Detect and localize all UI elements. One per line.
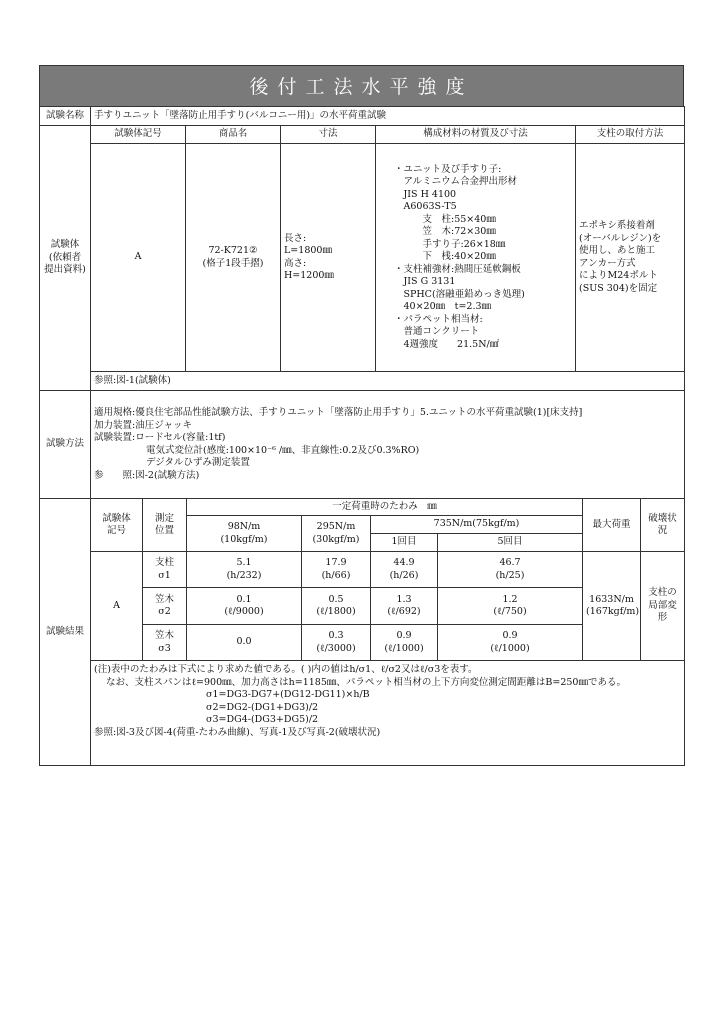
results-header-position: 測定 位置 [143, 499, 187, 552]
method-content [91, 391, 685, 499]
method-displacement-meter: 電気式変位計(感度:100×10⁻⁶ /㎜、非直線性:0.2及び0.3%RO) [146, 444, 420, 456]
results-header-symbol: 試験体 記号 [91, 499, 143, 552]
specimen-table [39, 125, 685, 391]
specimen-materials: ・ユニット及び手すり子: アルミニウム合金押出形材 JIS H 4100 A6063S-T5 支 柱:55×40㎜ 笠 木:72×30㎜ 手すり子:26×18㎜ 下 桟:40×20㎜ ・支柱補強材:熱間圧延軟鋼板 JIS G 3131 SPHC(溶融亜鉛めっき処理) 40×20㎜ t=2.3㎜ ・パラペット相当材: 普通コンクリート 4週強度 21.5N/㎟ [376, 144, 576, 372]
results-row3-first: 0.9 (ℓ/1000) [371, 625, 438, 661]
results-row1-98: 5.1 (h/232) [187, 552, 302, 588]
results-row3-fifth: 0.9 (ℓ/1000) [438, 625, 583, 661]
results-formula-2: σ2=DG2-(DG1+DG3)/2 [206, 701, 319, 713]
results-label: 試験結果 [40, 499, 91, 766]
specimen-reference: 参照:図-1(試験体) [91, 372, 685, 391]
results-symbol: A [91, 552, 143, 661]
results-fifth-cycle: 5回目 [438, 534, 583, 552]
results-header-failure: 破壊状況 [641, 499, 685, 552]
results-reference: 参照:図-3及び図-4(荷重-たわみ曲線)、写真-1及び写真-2(破壊状況) [94, 726, 381, 738]
results-note-2: なお、支柱スパンはℓ=900㎜、加力高さはh=1185㎜、パラペット相当材の上下方向変位測定間距離はB=250㎜である。 [106, 676, 626, 688]
results-failure: 支柱の 局部変形 [641, 552, 685, 661]
results-formula-3: σ3=DG4-(DG3+DG5)/2 [206, 714, 319, 725]
method-table [39, 390, 685, 499]
results-table [39, 498, 685, 766]
specimen-symbol: A [91, 144, 186, 372]
specimen-product: 72-K721② (格子1段手摺) [186, 144, 281, 372]
specimen-header-mounting: 支柱の取付方法 [576, 126, 685, 144]
results-position-1: 支柱 σ1 [143, 552, 187, 588]
results-header-max-load: 最大荷重 [583, 499, 641, 552]
test-name-table [39, 106, 685, 126]
specimen-header-dimensions: 寸法 [281, 126, 376, 144]
test-name-label: 試験名称 [40, 107, 91, 126]
method-label: 試験方法 [40, 391, 91, 499]
results-row3-98: 0.0 [187, 625, 302, 661]
results-row2-98: 0.1 (ℓ/9000) [187, 588, 302, 625]
results-position-2: 笠木 σ2 [143, 588, 187, 625]
results-note-1: (注)表中のたわみは下式により求めた値である。( )内の値はh/σ1、ℓ/σ2又はℓ/σ3を表す。 [94, 664, 478, 675]
results-row3-295: 0.3 (ℓ/3000) [302, 625, 371, 661]
specimen-header-materials: 構成材料の材質及び寸法 [376, 126, 576, 144]
results-first-cycle: 1回目 [371, 534, 438, 552]
results-load-98: 98N/m (10kgf/m) [187, 516, 302, 552]
results-row2-295: 0.5 (ℓ/1800) [302, 588, 371, 625]
specimen-header-symbol: 試験体記号 [91, 126, 186, 144]
specimen-dimensions: 長さ: L=1800㎜ 高さ: H=1200㎜ [281, 144, 376, 372]
specimen-header-product: 商品名 [186, 126, 281, 144]
specimen-label: 試験体 (依頼者 提出資料) [40, 126, 91, 391]
results-row2-fifth: 1.2 (ℓ/750) [438, 588, 583, 625]
method-standard: 適用規格:優良住宅部品性能試験方法、手すりユニット「墜落防止用手すり」5.ユニットの水平荷重試験(1)[床支持] [94, 407, 583, 418]
test-name-value: 手すりユニット「墜落防止用手すり(バルコニー用)」の水平荷重試験 [91, 107, 685, 126]
results-max-load: 1633N/m (167kgf/m) [583, 552, 641, 661]
results-row1-first: 44.9 (h/26) [371, 552, 438, 588]
results-row1-295: 17.9 (h/66) [302, 552, 371, 588]
results-header-deflection: 一定荷重時のたわみ ㎜ [187, 499, 583, 516]
method-loading-device: 加力装置:油圧ジャッキ [94, 419, 193, 431]
results-row2-first: 1.3 (ℓ/692) [371, 588, 438, 625]
results-load-735: 735N/m(75kgf/m) [371, 516, 583, 534]
method-test-device: 試験装置:ロードセル(容量:1tf) [94, 432, 226, 443]
results-formula-1: σ1=DG3-DG7+(DG12-DG11)×h/B [206, 689, 370, 700]
page-title: 後付工法水平強度 [39, 65, 684, 107]
results-notes [91, 661, 685, 766]
document-sheet [39, 65, 684, 766]
method-strain-device: デジタルひずみ測定装置 [146, 457, 250, 468]
specimen-mounting: エポキシ系接着剤 (オーバルレジン)を 使用し、あと施工 アンカー方式 によりM24ボルト (SUS 304)を固定 [576, 144, 685, 372]
results-position-3: 笠木 σ3 [143, 625, 187, 661]
method-reference: 参 照:図-2(試験方法) [94, 469, 200, 481]
results-row1-fifth: 46.7 (h/25) [438, 552, 583, 588]
results-load-295: 295N/m (30kgf/m) [302, 516, 371, 552]
